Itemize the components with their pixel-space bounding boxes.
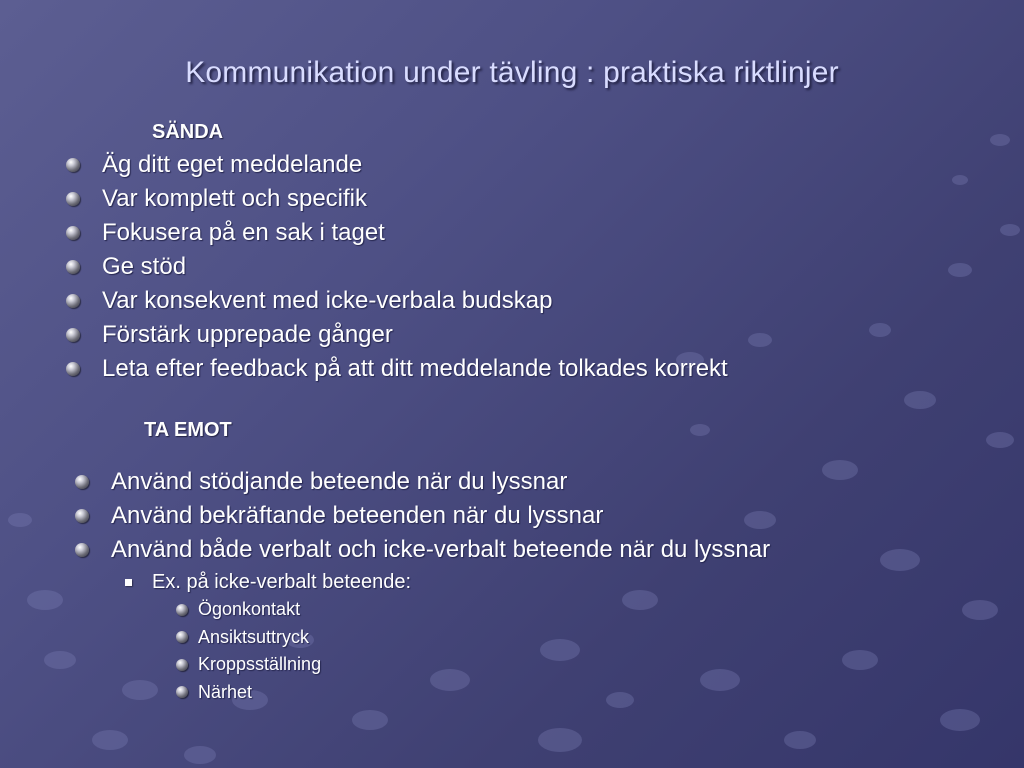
- receive-list: [75, 465, 770, 567]
- slide-title: Kommunikation under tävling : praktiska riktlinjer: [185, 56, 839, 89]
- examples-list: [176, 596, 321, 706]
- sphere-bullet-icon: [176, 631, 188, 643]
- sphere-bullet-icon: [66, 226, 80, 240]
- list-item: [176, 679, 321, 707]
- sphere-bullet-icon: [176, 659, 188, 671]
- list-item: [176, 651, 321, 679]
- sphere-bullet-icon: [66, 260, 80, 274]
- list-item: [176, 596, 321, 624]
- list-item-text: Kroppsställning: [198, 654, 322, 675]
- list-item: [66, 318, 728, 352]
- list-item-text: Använd stödjande beteende när du lyssnar: [111, 468, 568, 495]
- list-item: [125, 568, 411, 596]
- sphere-bullet-icon: [176, 686, 188, 698]
- list-item-text: Förstärk upprepade gånger: [102, 321, 393, 348]
- list-item: [75, 499, 770, 533]
- list-item-text: Ögonkontakt: [198, 599, 301, 620]
- send-heading: SÄNDA: [152, 121, 224, 143]
- receive-heading: TA EMOT: [144, 419, 232, 441]
- sphere-bullet-icon: [66, 294, 80, 308]
- list-item-text: Använd både verbalt och icke-verbalt beteende när du lyssnar: [111, 536, 771, 563]
- send-list: [66, 148, 728, 386]
- sphere-bullet-icon: [66, 362, 80, 376]
- list-item: [66, 216, 728, 250]
- list-item-text: Var konsekvent med icke-verbala budskap: [102, 287, 553, 314]
- list-item: [75, 465, 770, 499]
- sphere-bullet-icon: [176, 604, 188, 616]
- sphere-bullet-icon: [66, 158, 80, 172]
- list-item: [176, 624, 321, 652]
- list-item: [66, 284, 728, 318]
- list-item: [66, 250, 728, 284]
- sphere-bullet-icon: [66, 192, 80, 206]
- list-item-text: Ge stöd: [102, 253, 187, 280]
- list-item-text: Fokusera på en sak i taget: [102, 219, 385, 246]
- sphere-bullet-icon: [75, 543, 89, 557]
- list-item-text: Äg ditt eget meddelande: [102, 151, 363, 178]
- list-item: [66, 182, 728, 216]
- list-item-text: Leta efter feedback på att ditt meddelande tolkades korrekt: [102, 355, 728, 382]
- list-item: [66, 352, 728, 386]
- list-item-text: Använd bekräftande beteenden när du lyssnar: [111, 502, 604, 529]
- sphere-bullet-icon: [75, 509, 89, 523]
- list-item-text: Närhet: [198, 681, 253, 702]
- list-item-text: Var komplett och specifik: [102, 185, 367, 212]
- example-sub-list: [125, 568, 411, 596]
- list-item: [75, 533, 770, 567]
- list-item-text: Ansiktsuttryck: [198, 626, 310, 647]
- list-item-text: Ex. på icke-verbalt beteende:: [152, 570, 412, 593]
- list-item: [66, 148, 728, 182]
- square-bullet-icon: [125, 579, 132, 586]
- sphere-bullet-icon: [66, 328, 80, 342]
- sphere-bullet-icon: [75, 475, 89, 489]
